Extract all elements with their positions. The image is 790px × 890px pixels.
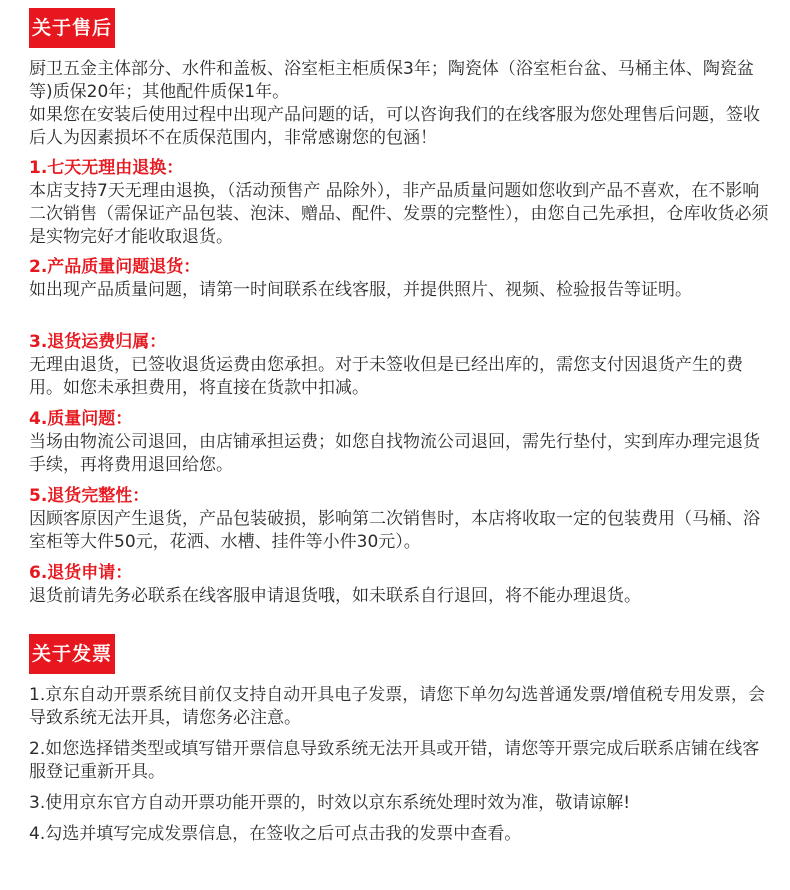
after-sales-title-badge: 关于售后 xyxy=(29,8,115,48)
invoice-title-badge: 关于发票 xyxy=(29,634,115,674)
section-body: 无理由退货，已签收退货运费由您承担。对于未签收但是已经出库的，需您支付因退货产生的费用。如您未承担费用，将直接在货款中扣减。 xyxy=(29,355,743,398)
section-heading: 6.退货申请： xyxy=(29,563,133,583)
section-heading: 4.质量问题： xyxy=(29,409,133,429)
section-body: 因顾客原因产生退货，产品包装破损，影响第二次销售时，本店将收取一定的包装费用（马桶、浴室柜等大件50元，花洒、水槽、挂件等小件30元）。 xyxy=(29,509,760,552)
invoice-item: 3.使用京东官方自动开票功能开票的，时效以京东系统处理时效为准，敬请谅解! xyxy=(29,793,631,813)
warranty-text: 厨卫五金主体部分、水件和盖板、浴室柜主柜质保3年；陶瓷体（浴室柜台盆、马桶主体、陶瓷盆等)质保20年；其他配件质保1年。 xyxy=(29,59,754,102)
section-return-request xyxy=(29,562,769,608)
section-body: 本店支持7天无理由退换，（活动预售产 品除外），非产品质量问题如您收到产品不喜欢，在不影响二次销售（需保证产品包装、泡沫、赠品、配件、发票的完整性），由您自己先承担，仓库收货必须是实物完好才能收取退货。 xyxy=(29,181,769,247)
section-return-shipping xyxy=(29,331,769,400)
section-body: 退货前请先务必联系在线客服申请退货哦，如未联系自行退回，将不能办理退货。 xyxy=(29,586,641,606)
invoice-item: 2.如您选择错类型或填写错开票信息导致系统无法开具或开错，请您等开票完成后联系店铺在线客服登记重新开具。 xyxy=(29,739,760,782)
section-quality-return xyxy=(29,256,769,302)
section-quality-problem xyxy=(29,408,769,477)
invoice-item: 4.勾选并填写完成发票信息，在签收之后可点击我的发票中查看。 xyxy=(29,824,522,844)
section-body: 当场由物流公司退回，由店铺承担运费；如您自找物流公司退回，需先行垫付，实到库办理完退货手续，再将费用退回给您。 xyxy=(29,432,760,475)
section-return-integrity xyxy=(29,485,769,554)
after-sales-intro xyxy=(29,58,769,150)
after-sales-contact-text: 如果您在安装后使用过程中出现产品问题的话，可以咨询我们的在线客服为您处理售后问题，签收后人为因素损坏不在质保范围内，非常感谢您的包涵！ xyxy=(29,105,760,148)
section-body: 如出现产品质量问题，请第一时间联系在线客服，并提供照片、视频、检验报告等证明。 xyxy=(29,280,692,300)
section-heading: 5.退货完整性： xyxy=(29,486,150,506)
section-heading: 1.七天无理由退换： xyxy=(29,158,184,178)
invoice-item: 1.京东自动开票系统目前仅支持自动开具电子发票，请您下单勿勾选普通发票/增值税专用发票，会导致系统无法开具，请您务必注意。 xyxy=(29,685,765,728)
section-heading: 3.退货运费归属： xyxy=(29,332,167,352)
section-heading: 2.产品质量问题退货： xyxy=(29,257,201,277)
section-seven-day-return xyxy=(29,157,769,249)
